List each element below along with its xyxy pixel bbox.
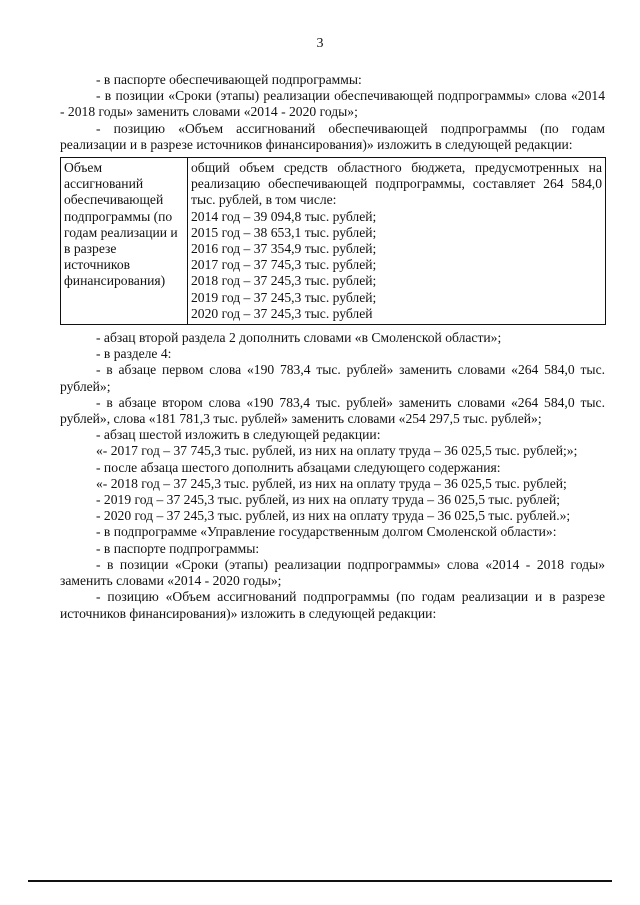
paragraph: - в паспорте подпрограммы:	[96, 540, 260, 556]
paragraph: - 2020 год – 37 245,3 тыс. рублей, из них на оплату труда – 36 025,5 тыс. рублей.»;	[96, 508, 571, 524]
table-label-cell: Объем ассигнований обеспечивающей подпрограммы (по годам реализации и в разрезе источников финансирования)	[61, 158, 188, 325]
paragraph: - абзац второй раздела 2 дополнить словами «в Смоленской области»;	[96, 330, 502, 346]
table-value-cell	[188, 158, 606, 325]
paragraph: - абзац шестой изложить в следующей редакции:	[96, 427, 381, 443]
paragraph: - в паспорте обеспечивающей подпрограммы:	[96, 72, 362, 87]
paragraph: - в абзаце первом слова «190 783,4 тыс. рублей» заменить словами «264 584,0 тыс. рублей»;	[60, 362, 605, 394]
paragraph: - в абзаце втором слова «190 783,4 тыс. рублей» заменить словами «264 584,0 тыс. рублей», слова «181 781,3 тыс. рублей» заменить словами «254 297,5 тыс. рублей»;	[60, 394, 605, 427]
table-year-row: 2020 год – 37 245,3 тыс. рублей	[191, 305, 373, 321]
paragraph: «- 2018 год – 37 245,3 тыс. рублей, из них на оплату труда – 36 025,5 тыс. рублей;	[96, 475, 567, 491]
table-lead-text: общий объем средств областного бюджета, предусмотренных на реализацию обеспечивающей подпрограммы, составляет 264 584,0 тыс. рублей, в том числе:	[191, 160, 602, 208]
paragraph: - в подпрограмме «Управление государственным долгом Смоленской области»:	[96, 524, 557, 540]
paragraph: «- 2017 год – 37 745,3 тыс. рублей, из них на оплату труда – 36 025,5 тыс. рублей;»;	[96, 443, 578, 459]
page-bottom-rule	[28, 880, 612, 882]
funding-table	[60, 157, 606, 325]
table-year-row: 2018 год – 37 245,3 тыс. рублей;	[191, 273, 377, 289]
table-year-row: 2019 год – 37 245,3 тыс. рублей;	[191, 289, 377, 305]
paragraph: - в позиции «Сроки (этапы) реализации подпрограммы» слова «2014 - 2018 годы» заменить словами «2014 - 2020 годы»;	[60, 556, 605, 589]
page-number: 3	[316, 36, 324, 51]
paragraph: - позицию «Объем ассигнований подпрограммы (по годам реализации и в разрезе источников финансирования)» изложить в следующей редакции:	[60, 589, 605, 621]
table-year-row: 2017 год – 37 745,3 тыс. рублей;	[191, 257, 377, 273]
paragraph: - в позиции «Сроки (этапы) реализации обеспечивающей подпрограммы» слова «2014 - 2018 годы» заменить словами «2014 - 2020 годы»;	[60, 88, 605, 120]
document-body	[60, 72, 605, 622]
paragraph: - после абзаца шестого дополнить абзацами следующего содержания:	[96, 459, 501, 475]
table-year-row: 2015 год – 38 653,1 тыс. рублей;	[191, 224, 377, 240]
paragraph: - в разделе 4:	[96, 346, 172, 362]
paragraph: - позицию «Объем ассигнований обеспечивающей подпрограммы (по годам реализации и в разрезе источников финансирования)» изложить в следующей редакции:	[60, 120, 605, 152]
table-year-row: 2016 год – 37 354,9 тыс. рублей;	[191, 241, 377, 257]
paragraph: - 2019 год – 37 245,3 тыс. рублей, из них на оплату труда – 36 025,5 тыс. рублей;	[96, 492, 561, 508]
table-year-row: 2014 год – 39 094,8 тыс. рублей;	[191, 208, 377, 224]
